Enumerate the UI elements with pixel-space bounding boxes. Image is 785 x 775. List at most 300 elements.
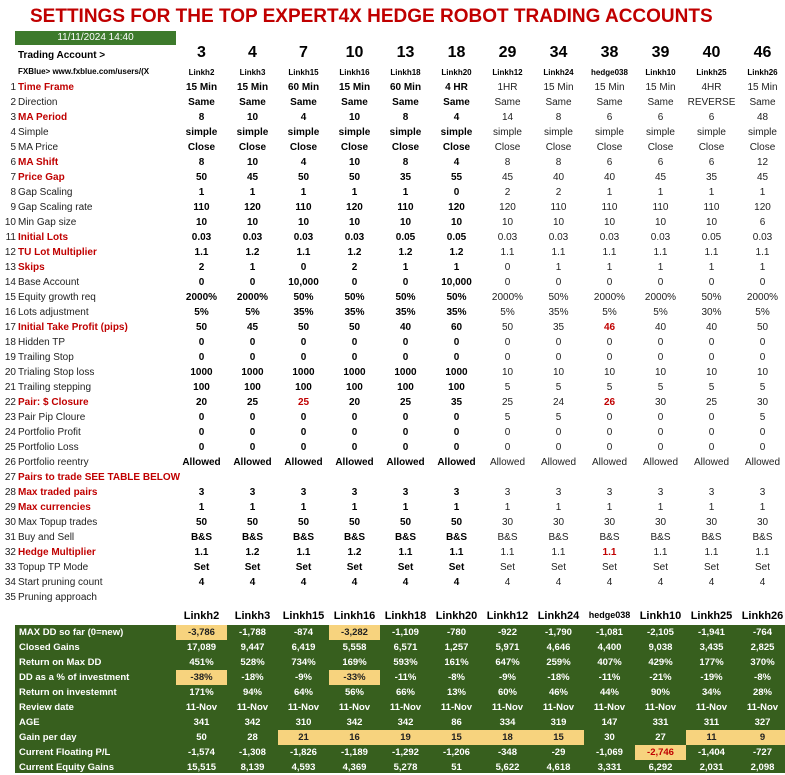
setting-value: 8 [555,157,562,168]
setting-label: Hidden TP [18,337,66,348]
setting-value: 0 [708,442,715,453]
account-link: Linkh24 [543,68,574,77]
setting-value: 1.1 [704,547,719,558]
setting-value: 50% [395,292,416,303]
setting-value: 4 [300,157,307,168]
setting-value: 2000% [644,292,677,303]
setting-value: 3 [249,487,256,498]
setting-value: 35 [705,172,718,183]
setting-value [482,590,533,605]
summary-value: 342 [346,717,363,728]
setting-value: 5% [500,307,515,318]
setting-value: B&S [343,532,366,543]
summary-header-label: Linkh10 [639,610,682,622]
setting-value: 1000 [394,367,417,378]
account-link: Linkh25 [696,68,727,77]
setting-value [227,590,278,605]
summary-value: -1,826 [290,747,317,758]
summary-value: -1,081 [596,627,623,638]
setting-value: 40 [552,172,565,183]
setting-value: 35 [399,172,412,183]
row-number: 25 [4,442,16,453]
setting-value: 0 [759,277,766,288]
row-number: 15 [4,292,16,303]
setting-value: 5% [653,307,668,318]
setting-value: 1.1 [551,247,566,258]
setting-value: 0 [504,337,511,348]
setting-value: 0 [504,262,511,273]
summary-value: 451% [189,657,214,668]
setting-value: 4 [198,577,205,588]
summary-row [15,670,785,685]
summary-value: 16 [329,730,380,745]
summary-value: 56% [344,687,364,698]
summary-header-label: Linkh2 [183,610,220,622]
setting-value: 100 [295,382,312,393]
setting-value: 50% [446,292,467,303]
setting-value: 4 [708,577,715,588]
setting-value: 0 [504,442,511,453]
setting-value: 50 [501,322,514,333]
setting-value: 1 [198,502,205,513]
setting-value: 0 [759,337,766,348]
setting-value: 45 [246,172,259,183]
row-numbers [0,80,16,605]
summary-value: 3,331 [597,762,622,773]
setting-value: Same [341,97,368,108]
setting-value: 5 [555,412,562,423]
setting-value [431,470,482,485]
summary-value: -1,069 [596,747,623,758]
account-link: hedge038 [591,68,628,77]
setting-value: Same [290,97,317,108]
account-number: 34 [549,44,568,61]
summary-header-label: Linkh3 [234,610,271,622]
setting-value: 10 [348,112,361,123]
account-values [686,80,737,605]
setting-label: Direction [18,97,58,108]
setting-value [533,470,584,485]
summary-header-label: Linkh12 [486,610,529,622]
setting-value: 5 [759,382,766,393]
summary-value: 50 [196,732,207,743]
account-number: 3 [197,44,206,61]
setting-value: 1.1 [194,247,209,258]
setting-value: 1.1 [194,547,209,558]
setting-value: 4 [300,112,307,123]
summary-header-label: Linkh15 [282,610,325,622]
setting-value: 1 [249,262,256,273]
summary-header-label: Linkh20 [435,610,478,622]
setting-value: 0 [708,337,715,348]
setting-value [431,590,482,605]
setting-value: 3 [300,487,307,498]
setting-value: Close [187,142,216,153]
setting-value: simple [544,127,573,138]
setting-value: 0 [555,442,562,453]
setting-value: 0 [300,412,307,423]
setting-value: 4 [453,112,460,123]
setting-value: 40 [654,322,667,333]
setting-value: 3 [504,487,511,498]
summary-value: 319 [550,717,567,728]
setting-value: 100 [244,382,261,393]
setting-value: 1 [351,187,358,198]
row-number: 21 [4,382,16,393]
setting-value: 0 [606,427,613,438]
setting-value: 10 [705,217,718,228]
setting-value: 45 [246,322,259,333]
setting-value: 20 [348,397,361,408]
setting-label: Pair Pip Cloure [18,412,86,423]
summary-label: MAX DD so far (0=new) [19,627,124,638]
setting-value: 1.2 [245,247,260,258]
setting-value: 0 [606,412,613,423]
setting-value: simple [697,127,726,138]
setting-value: 60 Min [389,82,422,93]
setting-value: 30 [705,517,718,528]
setting-label: Initial Lots [18,232,68,243]
setting-labels [18,80,181,605]
setting-value: Close [289,142,318,153]
setting-value: 10 [552,367,565,378]
setting-value: 0 [249,427,256,438]
summary-value: 6,419 [291,642,316,653]
summary-value: 15 [533,730,584,745]
summary-value: 11-Nov [338,702,371,713]
setting-value: 8 [555,112,562,123]
setting-value: 5 [504,382,511,393]
summary-value: 2,031 [699,762,724,773]
setting-value: 0 [198,352,205,363]
setting-value: Set [397,562,414,573]
setting-value: 2000% [185,292,218,303]
summary-value: -1,292 [392,747,419,758]
setting-value: 0 [249,277,256,288]
row-number: 13 [4,262,16,273]
account-number: 10 [345,44,364,61]
setting-value: 10 [246,112,259,123]
setting-value: Allowed [591,457,628,468]
summary-header [176,610,785,625]
setting-value: 1 [657,187,664,198]
setting-value: Set [448,562,465,573]
setting-label: Max traded pairs [18,487,98,498]
setting-value: simple [389,127,422,138]
setting-value: 120 [346,202,363,213]
setting-value: 100 [193,382,210,393]
setting-value: Same [749,97,776,108]
summary-value: 6,571 [393,642,418,653]
setting-value: 1.1 [296,547,311,558]
setting-value: 10 [705,367,718,378]
setting-value: 8 [402,157,409,168]
setting-value: 1.1 [500,547,515,558]
setting-value: 120 [448,202,465,213]
row-number: 26 [4,457,16,468]
setting-value: Allowed [284,457,323,468]
summary-value: -21% [649,672,672,683]
setting-value: 6 [606,112,613,123]
row-number: 4 [10,127,16,138]
setting-value: Allowed [437,457,476,468]
setting-value: 50 [399,517,412,528]
setting-value: 100 [448,382,465,393]
setting-value: 30% [701,307,722,318]
summary-value: 2,098 [750,762,775,773]
summary-value: 11 [686,730,737,745]
setting-value: 0 [504,427,511,438]
summary-value: 342 [397,717,414,728]
summary-value: 370% [750,657,775,668]
summary-value: 46% [548,687,568,698]
setting-value: 5 [555,382,562,393]
summary-header-label: Linkh18 [384,610,427,622]
setting-value: B&S [292,532,315,543]
summary-value: 334 [499,717,516,728]
setting-label: Simple [18,127,49,138]
row-number: 7 [10,172,16,183]
setting-value: Close [545,142,572,153]
setting-value: 0.03 [497,232,518,243]
summary-value: 11-Nov [542,702,575,713]
setting-value: 30 [756,397,769,408]
setting-value: 10 [297,217,310,228]
setting-value: Close [391,142,420,153]
setting-value: Allowed [744,457,781,468]
setting-value: 0 [198,412,205,423]
setting-value: 4 [657,577,664,588]
setting-value: 45 [501,172,514,183]
summary-value: 11-Nov [644,702,677,713]
account-number: 40 [702,44,721,61]
setting-label: Price Gap [18,172,65,183]
setting-value: 1 [708,187,715,198]
setting-value: Set [346,562,363,573]
setting-value: 10 [501,217,514,228]
row-number: 2 [10,97,16,108]
setting-value: 3 [351,487,358,498]
setting-value: 0 [198,442,205,453]
row-number: 12 [4,247,16,258]
setting-value: 0 [555,277,562,288]
setting-value: 8 [402,112,409,123]
setting-value: 1 [504,502,511,513]
setting-value: 25 [399,397,412,408]
setting-label: Min Gap size [18,217,77,228]
setting-value: 4HR [701,82,722,93]
setting-value: 1 [249,187,256,198]
setting-value: 35% [293,307,314,318]
setting-value: Allowed [233,457,272,468]
setting-value: 5 [657,382,664,393]
setting-value: Set [550,562,566,573]
setting-value: 1 [708,262,715,273]
setting-value: Close [340,142,369,153]
setting-value: Same [239,97,266,108]
row-number: 14 [4,277,16,288]
setting-value: Close [442,142,471,153]
setting-value: B&S [497,532,518,543]
setting-value: 1 [657,502,664,513]
row-number: 6 [10,157,16,168]
summary-value: 528% [240,657,265,668]
setting-value: 0 [555,337,562,348]
setting-value: Close [698,142,725,153]
setting-label: Portfolio Loss [18,442,79,453]
setting-value [176,470,227,485]
setting-value: 25 [501,397,514,408]
setting-value: B&S [394,532,417,543]
account-number: 18 [447,44,466,61]
setting-value: 4 [555,577,562,588]
summary-value: 34% [701,687,721,698]
summary-value: 15,515 [186,762,217,773]
setting-value: 0 [402,442,409,453]
setting-value [737,590,785,605]
row-number: 5 [10,142,16,153]
account-number: 13 [396,44,415,61]
setting-value: 2000% [746,292,779,303]
setting-value: 3 [453,487,460,498]
setting-value: 1HR [497,82,518,93]
setting-value: 0 [504,352,511,363]
account-link: Linkh26 [747,68,778,77]
setting-value: 1 [300,187,307,198]
summary-value: 4,646 [546,642,571,653]
summary-value: 647% [495,657,520,668]
summary-value: 19 [380,730,431,745]
setting-value: 0 [351,412,358,423]
setting-value: 6 [759,217,766,228]
setting-value: 10 [348,217,361,228]
setting-label: MA Price [18,142,59,153]
setting-value: Allowed [540,457,577,468]
setting-value: 3 [402,487,409,498]
setting-value: 0.03 [548,232,569,243]
setting-value [227,470,278,485]
setting-value: 0 [453,337,460,348]
setting-label: Start pruning count [18,577,103,588]
setting-value: 50 [195,172,208,183]
setting-value: 1.1 [755,247,770,258]
summary-value: 44% [599,687,619,698]
summary-value: -9% [295,672,312,683]
summary-label: Return on investemnt [19,687,117,698]
summary-value: -764 [752,627,772,638]
setting-label: Max Topup trades [18,517,98,528]
setting-label: MA Period [18,112,68,123]
setting-value: 0 [453,187,460,198]
setting-value: 1 [606,502,613,513]
setting-value: B&S [752,532,773,543]
account-values [431,80,482,605]
setting-value: Set [601,562,617,573]
summary-value: 734% [291,657,316,668]
summary-row [15,745,785,760]
setting-value: 10 [654,367,667,378]
row-number: 32 [4,547,16,558]
setting-value: 3 [708,487,715,498]
setting-value: 120 [499,202,516,213]
summary-value: -727 [752,747,772,758]
setting-value: 3 [198,487,205,498]
setting-value: 30 [501,517,514,528]
setting-value: 25 [297,397,310,408]
summary-value: 11-Nov [236,702,269,713]
setting-value [329,470,380,485]
summary-value: -1,206 [443,747,470,758]
setting-value: simple [185,127,218,138]
setting-value: 0 [300,427,307,438]
summary-value: 310 [295,717,312,728]
summary-value: 161% [444,657,469,668]
setting-value: 1 [300,502,307,513]
setting-value: 5% [755,307,770,318]
setting-value: 50 [450,517,463,528]
setting-value: 4 [249,577,256,588]
setting-value: 1.2 [245,547,260,558]
setting-value: 5 [606,382,613,393]
setting-value: Set [193,562,210,573]
summary-value: 4,400 [597,642,622,653]
account-link: Linkh3 [239,68,266,77]
setting-value: 30 [552,517,565,528]
setting-value: 1.1 [296,247,311,258]
setting-value [635,590,686,605]
summary-value: 5,971 [495,642,520,653]
setting-value: Same [596,97,623,108]
setting-value: 0 [300,337,307,348]
setting-value: 15 Min [543,82,574,93]
setting-value: 50% [293,292,314,303]
setting-label: Max currencies [18,502,91,513]
setting-value [686,590,737,605]
setting-value: 1 [402,262,409,273]
summary-value: -1,404 [698,747,725,758]
setting-value: 0 [249,442,256,453]
setting-value: 1.2 [449,247,464,258]
summary-value: -1,941 [698,627,725,638]
setting-value: 3 [657,487,664,498]
summary-row [15,715,785,730]
setting-value: 3 [555,487,562,498]
setting-value [686,470,737,485]
setting-value: 15 Min [747,82,778,93]
setting-value: 5% [245,307,260,318]
setting-value: 1.1 [500,247,515,258]
setting-value: 1.2 [347,247,362,258]
setting-value: 0 [657,337,664,348]
account-link: Linkh16 [339,68,370,77]
setting-value: 0 [300,262,307,273]
setting-value: 0 [402,277,409,288]
setting-value: B&S [701,532,722,543]
setting-value: 110 [193,202,210,213]
setting-value [380,470,431,485]
account-values [227,80,278,605]
row-number: 30 [4,517,16,528]
setting-value: Set [703,562,719,573]
setting-value: 1000 [445,367,468,378]
setting-value: 45 [756,172,769,183]
account-values [482,80,533,605]
account-link: Linkh10 [645,68,676,77]
setting-value: Allowed [693,457,730,468]
setting-value: 1.1 [602,247,617,258]
setting-value: 1.1 [653,547,668,558]
setting-value: 6 [657,157,664,168]
